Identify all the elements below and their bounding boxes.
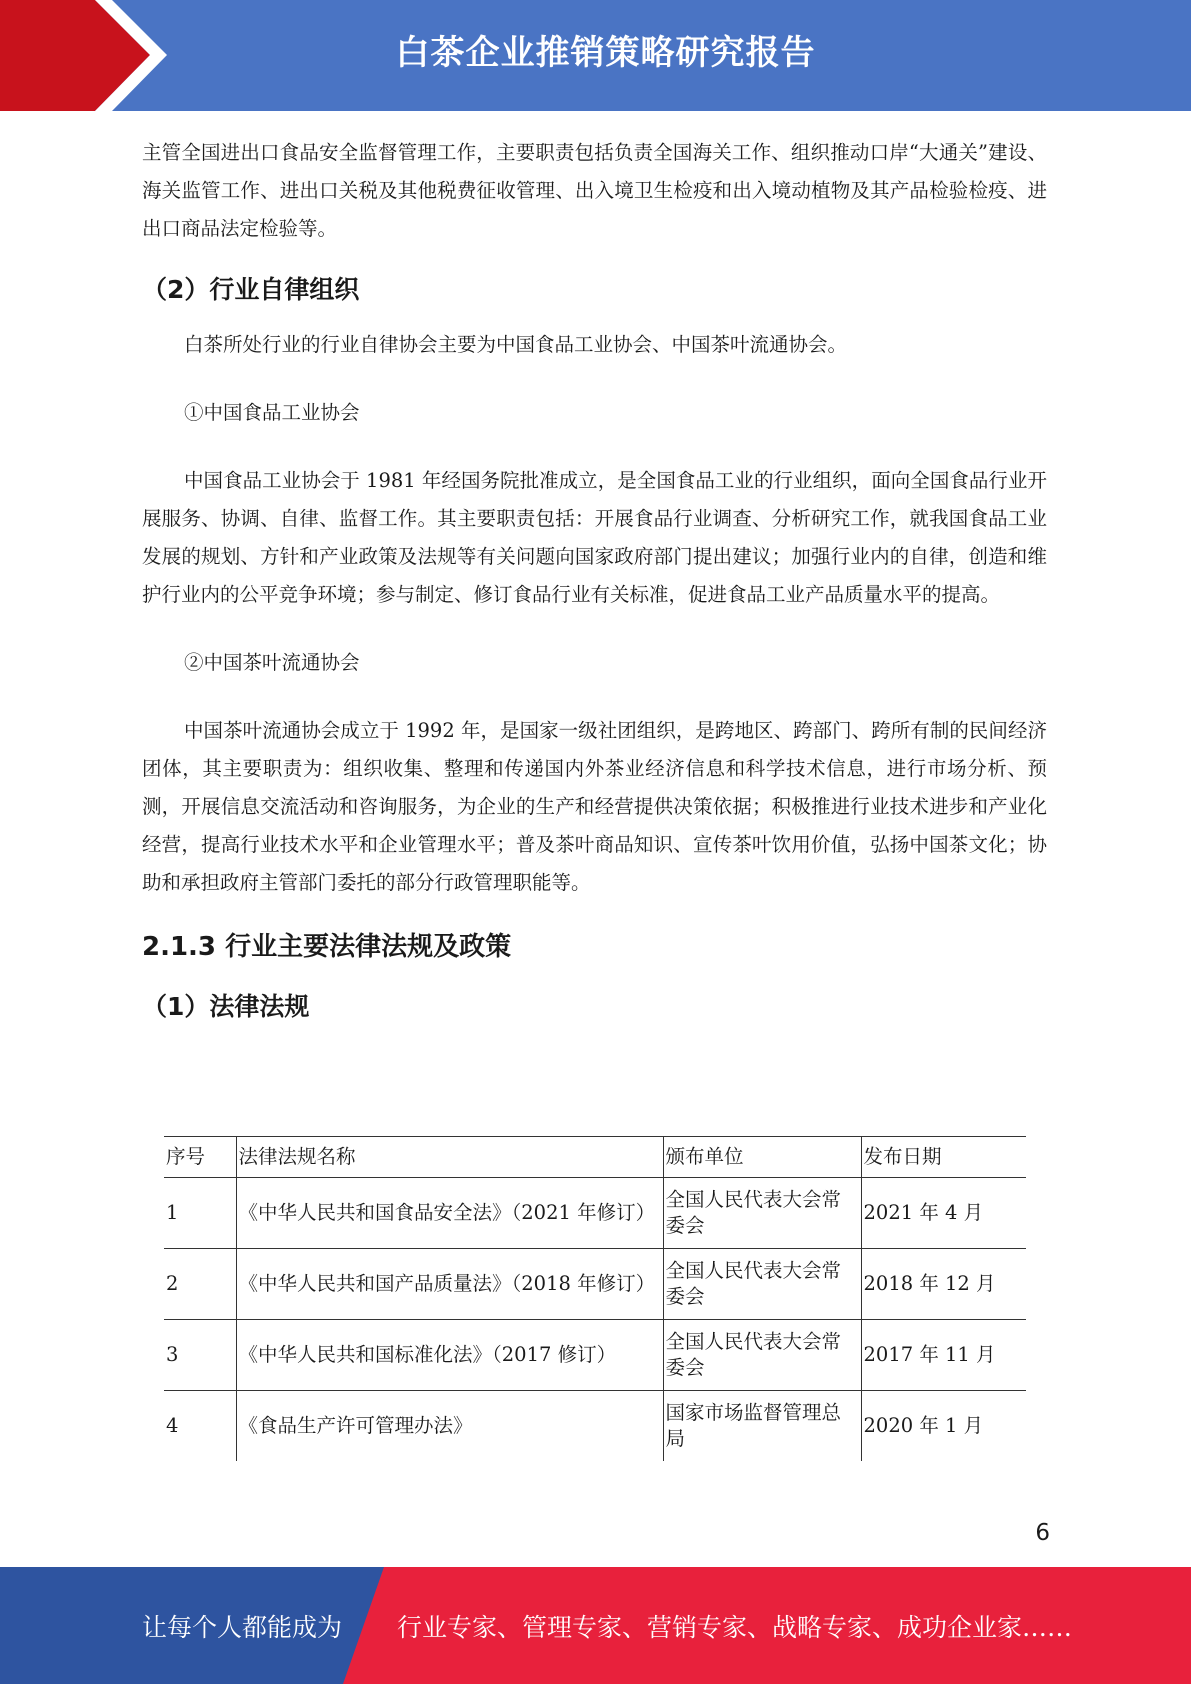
cell-date: 2021 年 4 月 — [861, 1178, 1026, 1249]
table-row — [164, 1178, 1026, 1249]
table-row — [164, 1320, 1026, 1391]
col-header-date: 发布日期 — [861, 1137, 1026, 1178]
footer-slogan-left: 让每个人都能成为 — [142, 1613, 343, 1642]
heading-self-regulation: （2）行业自律组织 — [142, 275, 360, 304]
col-header-issuer: 颁布单位 — [663, 1137, 861, 1178]
page-header — [0, 0, 1191, 111]
intro-paragraph: 主管全国进出口食品安全监督管理工作，主要职责包括负责全国海关工作、组织推动口岸“大通关”建设、海关监管工作、进出口关税及其他税费征收管理、出入境卫生检疫和出入境动植物及其产品检验检疫、进出口商品法定检验等。 — [142, 141, 1047, 240]
cell-issuer: 国家市场监督管理总局 — [663, 1391, 861, 1462]
cell-issuer: 全国人民代表大会常委会 — [663, 1178, 861, 1249]
table-row — [164, 1249, 1026, 1320]
self-regulation-paragraph: 白茶所处行业的行业自律协会主要为中国食品工业协会、中国茶叶流通协会。 — [184, 333, 848, 356]
cell-date: 2017 年 11 月 — [861, 1320, 1026, 1391]
footer-slogan-right: 行业专家、管理专家、营销专家、战略专家、成功企业家…… — [397, 1613, 1073, 1642]
item2-title: ②中国茶叶流通协会 — [184, 651, 360, 674]
cell-name: 《中华人民共和国产品质量法》（2018 年修订） — [236, 1249, 663, 1320]
cell-number: 1 — [164, 1178, 236, 1249]
item1-paragraph: 中国食品工业协会于 1981 年经国务院批准成立，是全国食品工业的行业组织，面向全国食品行业开展服务、协调、自律、监督工作。其主要职责包括：开展食品行业调查、分析研究工作，就我国食品工业发展的规划、方针和产业政策及法规等有关问题向国家政府部门提出建议；加强行业内的自律，创造和维护行业内的公平竞争环境；参与制定、修订食品行业有关标准，促进食品工业产品质量水平的提高。 — [142, 469, 1047, 606]
page-footer — [0, 1567, 1191, 1684]
main-content — [142, 134, 1047, 1023]
cell-name: 《中华人民共和国标准化法》（2017 修订） — [236, 1320, 663, 1391]
cell-number: 4 — [164, 1391, 236, 1462]
cell-issuer: 全国人民代表大会常委会 — [663, 1249, 861, 1320]
col-header-number: 序号 — [164, 1137, 236, 1178]
page-number: 6 — [1035, 1520, 1050, 1546]
item1-title: ①中国食品工业协会 — [184, 401, 360, 424]
report-title: 白茶企业推销策略研究报告 — [395, 33, 816, 73]
table-row — [164, 1391, 1026, 1462]
cell-name: 《中华人民共和国食品安全法》（2021 年修订） — [236, 1178, 663, 1249]
table-header-row — [164, 1137, 1026, 1178]
col-header-name: 法律法规名称 — [236, 1137, 663, 1178]
item2-paragraph: 中国茶叶流通协会成立于 1992 年，是国家一级社团组织，是跨地区、跨部门、跨所有制的民间经济团体，其主要职责为：组织收集、整理和传递国内外茶业经济信息和科学技术信息，进行市场分析、预测，开展信息交流活动和咨询服务，为企业的生产和经营提供决策依据；积极推进行业技术进步和产业化经营，提高行业技术水平和企业管理水平；普及茶叶商品知识、宣传茶叶饮用价值，弘扬中国茶文化；协助和承担政府主管部门委托的部分行政管理职能等。 — [142, 719, 1047, 894]
cell-number: 3 — [164, 1320, 236, 1391]
cell-date: 2018 年 12 月 — [861, 1249, 1026, 1320]
section-heading: 2.1.3 行业主要法律法规及政策 — [142, 932, 512, 962]
cell-name: 《食品生产许可管理办法》 — [236, 1391, 663, 1462]
cell-number: 2 — [164, 1249, 236, 1320]
cell-issuer: 全国人民代表大会常委会 — [663, 1320, 861, 1391]
heading-laws: （1）法律法规 — [142, 992, 310, 1021]
laws-table — [164, 1136, 1026, 1461]
cell-date: 2020 年 1 月 — [861, 1391, 1026, 1462]
